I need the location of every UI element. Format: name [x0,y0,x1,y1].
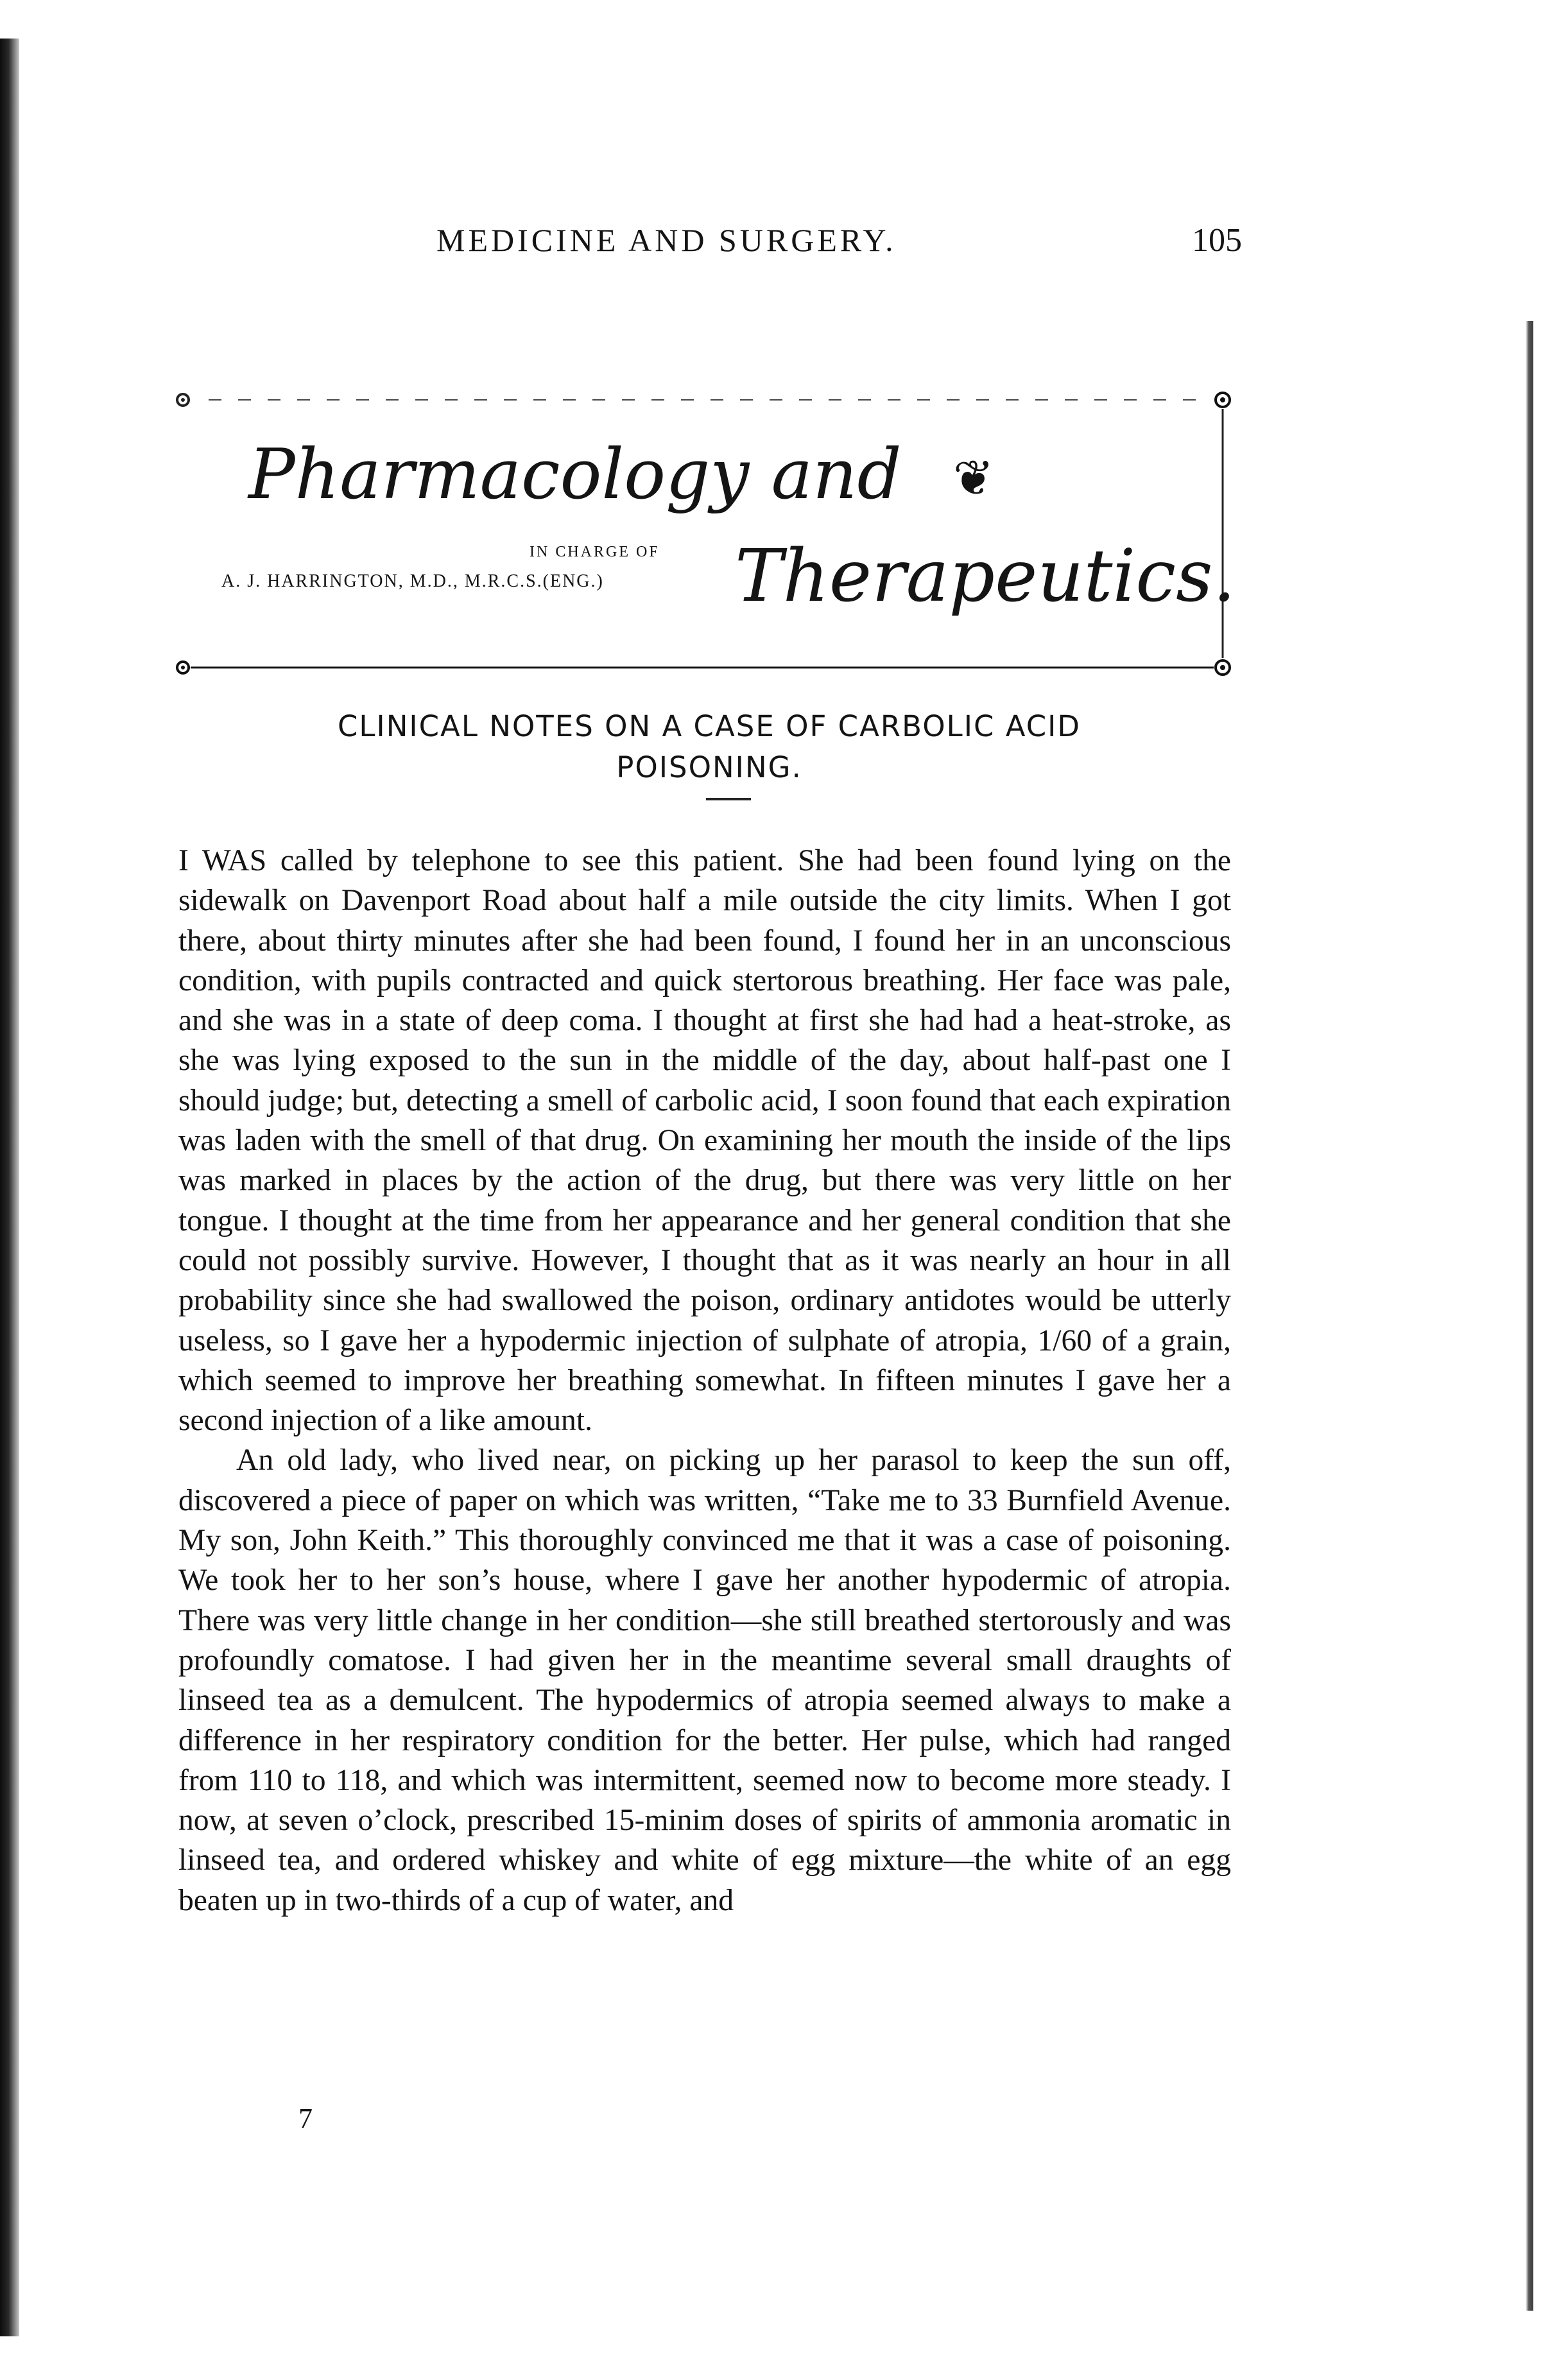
running-head [436,221,1242,273]
section-title-pharmacology: Pharmacology and [248,435,902,515]
running-title: MEDICINE AND SURGERY. [436,222,897,258]
paragraph-2: An old lady, who lived near, on picking up her parasol to keep the sun off, discovered a piece of paper on which was written, “Take me to 33 Burnfield Avenue. My son, John Keith.” This thoroughly convinced me that it was a case of poisoning. We took her to her son’s house, where I gave her another hypodermic of atropia. There was very little change in her condition—she still breathed stertorously and was profoundly comatose. I had given her in the meantime several small draughts of linseed tea as a demulcent. The hypodermics of atropia seemed always to make a difference in her respiratory condition for the better. Her pulse, which had ranged from 110 to 118, and which was intermittent, seemed now to become more steady. I now, at seven o’clock, prescribed 15-minim doses of spirits of ammonia aromatic in linseed tea, and ordered whiskey and white of egg mixture—the white of an egg beaten up in two-thirds of a cup of water, and [178,1444,1231,1917]
page-number: 105 [1192,222,1242,259]
scan-edge-left [0,39,19,2336]
in-charge-label: IN CHARGE OF [530,544,660,560]
section-banner [170,375,1239,677]
scan-edge-right [1526,321,1533,2311]
title-divider [706,798,751,800]
paragraph-1: I WAS called by telephone to see this patient. She had been found lying on the sidewalk on Davenport Road about half a mile outside the city limits. When I got there, about thirty minutes after she had been found, I found her in an unconscious condition, with pupils contracted and quick stertorous breathing. Her face was pale, and she was in a state of deep coma. I thought at first she had had a heat-stroke, as she was lying exposed to the sun in the middle of the day, about half-past one I should judge; but, detecting a smell of carbolic acid, I soon found that each expiration was laden with the smell of that drug. On examining her mouth the inside of the lips was marked in places by the action of the drug, but there was very little on her tongue. I thought at the time from her appearance and her general condition that she could not possibly survive. However, I thought that as it was nearly an hour in all probability since she had swallowed the poison, ordinary antidotes would be utterly useless, so I gave her a hypodermic injection of sulphate of atropia, 1/60 of a grain, which seemed to improve her breathing somewhat. In fifteen minutes I gave her a second injection of a like amount. [178,844,1231,1438]
floral-ornament-icon: ❦ [953,449,994,506]
editor-name: A. J. HARRINGTON, M.D., M.R.C.S.(ENG.) [221,571,604,591]
article-title: CLINICAL NOTES ON A CASE OF CARBOLIC ACID POISONING. [337,709,1081,784]
signature-mark: 7 [298,2103,313,2134]
section-title-therapeutics: Therapeutics. [735,535,1236,618]
article-body [178,841,1231,1920]
banner-frame [170,375,1239,677]
